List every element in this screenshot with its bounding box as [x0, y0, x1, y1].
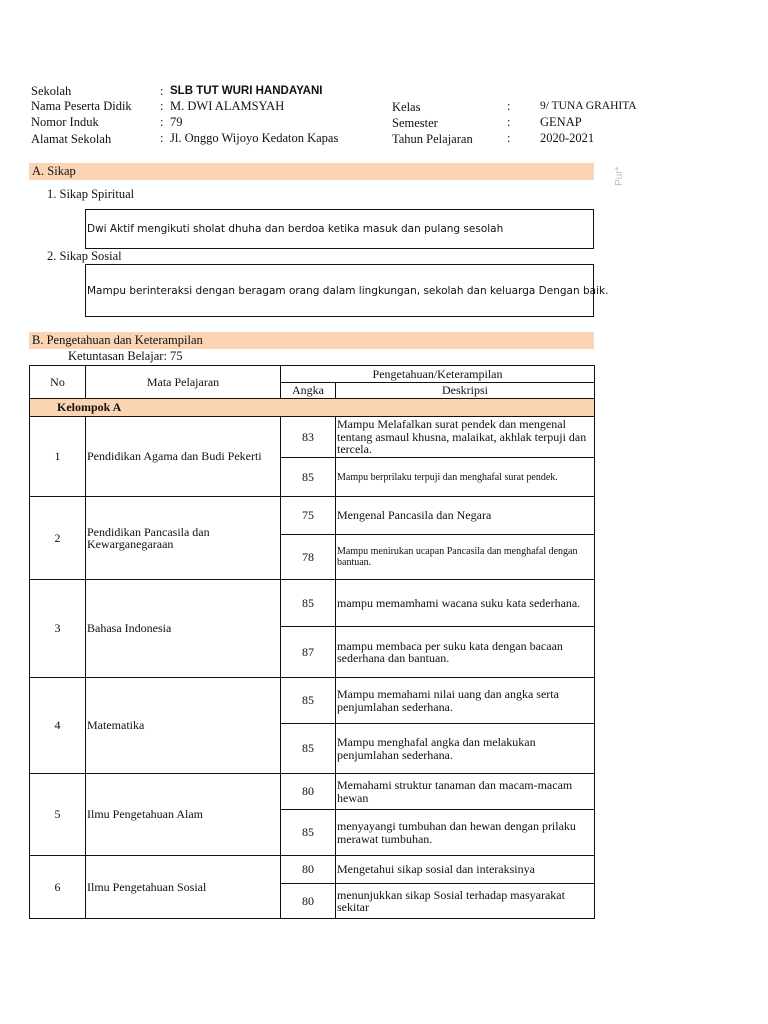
grade-deskripsi: Mampu menghafal angka dan melakukan penjumlahan sederhana.	[336, 724, 595, 774]
header-deskripsi: Deskripsi	[336, 383, 595, 399]
tahun-label: Tahun Pelajaran	[392, 132, 473, 146]
grade-deskripsi: Mampu berprilaku terpuji dan menghafal surat pendek.	[336, 458, 595, 497]
colon: :	[507, 99, 511, 113]
sikap-spiritual-label: 1. Sikap Spiritual	[47, 187, 135, 201]
colon: :	[160, 99, 164, 113]
grades-table	[29, 365, 595, 919]
kelas-value: 9/ TUNA GRAHITA	[540, 100, 637, 112]
grade-deskripsi: Mengetahui sikap sosial dan interaksinya	[336, 856, 595, 884]
grade-deskripsi: Mampu memahami nilai uang dan angka serta penjumlahan sederhana.	[336, 678, 595, 724]
header-mata-pelajaran: Mata Pelajaran	[86, 366, 281, 399]
grade-deskripsi: Mengenal Pancasila dan Negara	[336, 497, 595, 535]
grade-angka: 87	[281, 627, 336, 678]
grade-deskripsi: mampu memamhami wacana suku kata sederhana.	[336, 580, 595, 627]
nomor-value: 79	[170, 115, 183, 129]
colon: :	[160, 115, 164, 129]
group-kelompok-a: Kelompok A	[30, 399, 595, 417]
grade-angka: 78	[281, 535, 336, 580]
colon: :	[507, 131, 511, 145]
grade-angka: 80	[281, 884, 336, 919]
header-pengetahuan-keterampilan: Pengetahuan/Keterampilan	[281, 366, 595, 383]
sekolah-label: Sekolah	[31, 84, 72, 98]
grade-angka: 80	[281, 856, 336, 884]
subject-no: 3	[30, 580, 86, 678]
grade-angka: 85	[281, 810, 336, 856]
sikap-sosial-text: Mampu berinteraksi dengan beragam orang dalam lingkungan, sekolah dan keluarga Dengan baik.	[87, 284, 609, 297]
semester-label: Semester	[392, 116, 438, 130]
colon: :	[507, 115, 511, 129]
sekolah-value: SLB TUT WURI HANDAYANI	[170, 85, 323, 97]
tahun-value: 2020-2021	[540, 131, 595, 145]
sikap-sosial-box	[85, 264, 609, 317]
grade-deskripsi: Mampu Melafalkan surat pendek dan mengenal tentang asmaul khusna, malaikat, akhlak terpuji dan tercela.	[336, 417, 595, 458]
nama-value: M. DWI ALAMSYAH	[170, 99, 285, 113]
watermark: Pur*	[614, 166, 625, 186]
alamat-label: Alamat Sekolah	[31, 132, 112, 146]
sikap-sosial-label: 2. Sikap Sosial	[47, 249, 122, 263]
subject-no: 5	[30, 774, 86, 856]
subject-name: Ilmu Pengetahuan Sosial	[86, 856, 281, 919]
grade-deskripsi: Mampu menirukan ucapan Pancasila dan menghafal dengan bantuan.	[336, 535, 595, 580]
sikap-spiritual-text: Dwi Aktif mengikuti sholat dhuha dan berdoa ketika masuk dan pulang sesolah	[87, 223, 504, 235]
grade-angka: 85	[281, 678, 336, 724]
grade-angka: 85	[281, 458, 336, 497]
grade-angka: 83	[281, 417, 336, 458]
grade-angka: 75	[281, 497, 336, 535]
grade-deskripsi: menunjukkan sikap Sosial terhadap masyarakat sekitar	[336, 884, 595, 919]
subject-name: Pendidikan Agama dan Budi Pekerti	[86, 417, 281, 497]
subject-name: Bahasa Indonesia	[86, 580, 281, 678]
ketuntasan-belajar: Ketuntasan Belajar: 75	[68, 349, 183, 363]
alamat-value: Jl. Onggo Wijoyo Kedaton Kapas	[170, 131, 339, 145]
nama-label: Nama Peserta Didik	[31, 99, 132, 113]
subject-no: 6	[30, 856, 86, 919]
section-sikap-heading: A. Sikap	[29, 163, 594, 180]
grade-angka: 85	[281, 580, 336, 627]
kelas-label: Kelas	[392, 100, 421, 114]
header-no: No	[30, 366, 86, 399]
semester-value: GENAP	[540, 115, 582, 129]
subject-no: 4	[30, 678, 86, 774]
sikap-spiritual-box	[85, 209, 594, 249]
colon: :	[160, 84, 164, 98]
colon: :	[160, 131, 164, 145]
subject-name: Matematika	[86, 678, 281, 774]
subject-name: Ilmu Pengetahuan Alam	[86, 774, 281, 856]
section-pengetahuan-heading: B. Pengetahuan dan Keterampilan	[29, 332, 594, 349]
subject-no: 1	[30, 417, 86, 497]
grade-angka: 80	[281, 774, 336, 810]
subject-no: 2	[30, 497, 86, 580]
subject-name: Pendidikan Pancasila dan Kewarganegaraan	[86, 497, 281, 580]
grade-deskripsi: Memahami struktur tanaman dan macam-macam hewan	[336, 774, 595, 810]
nomor-label: Nomor Induk	[31, 115, 99, 129]
grade-deskripsi: menyayangi tumbuhan dan hewan dengan prilaku merawat tumbuhan.	[336, 810, 595, 856]
header-angka: Angka	[281, 383, 336, 399]
grade-angka: 85	[281, 724, 336, 774]
grade-deskripsi: mampu membaca per suku kata dengan bacaan sederhana dan bantuan.	[336, 627, 595, 678]
